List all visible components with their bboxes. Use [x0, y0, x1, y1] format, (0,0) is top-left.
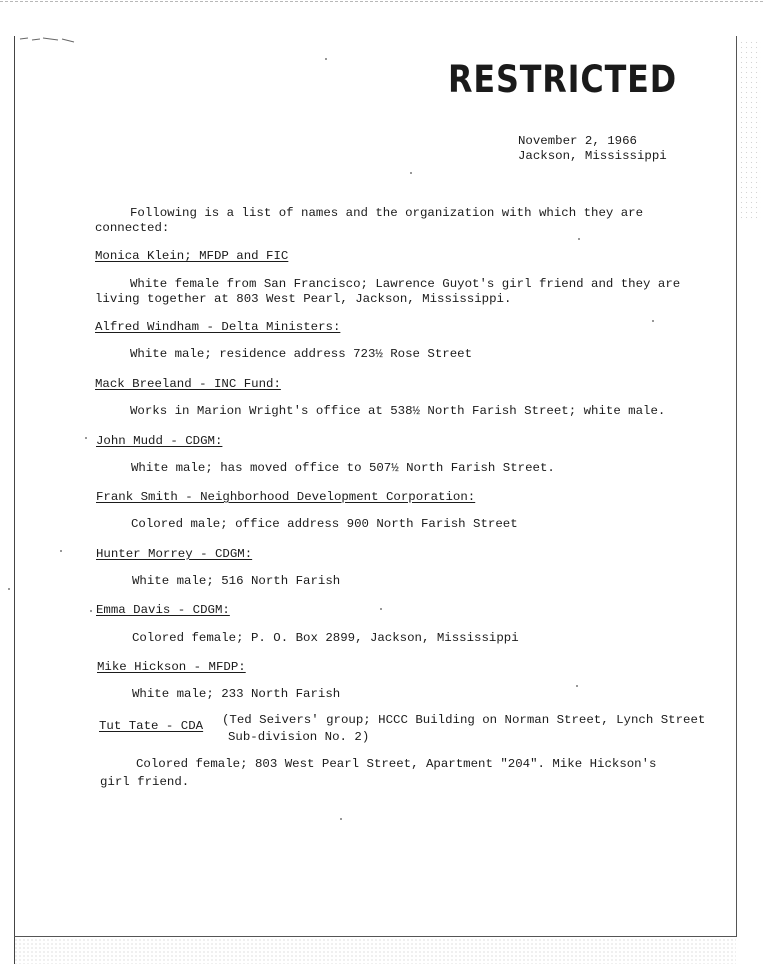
place-line: Jackson, Mississippi: [518, 149, 667, 163]
entry-description: Colored female; 803 West Pearl Street, Apartment "204". Mike Hickson's: [136, 757, 657, 771]
scan-speck: [410, 172, 412, 174]
date-line: November 2, 1966: [518, 134, 637, 148]
entry-heading: Frank Smith - Neighborhood Development Corporation:: [96, 490, 476, 504]
intro-line-2: connected:: [95, 221, 170, 235]
entry-description: White male; has moved office to 507½ North Farish Street.: [131, 461, 555, 475]
entry-heading: Mike Hickson - MFDP:: [97, 660, 246, 674]
scan-speck: [8, 588, 10, 590]
entry-description: White male; 516 North Farish: [132, 574, 341, 588]
scan-speck: [85, 437, 87, 439]
entry-description: White male; residence address 723½ Rose Street: [130, 347, 473, 361]
restricted-stamp: RESTRICTED: [448, 58, 678, 101]
entry-heading: Tut Tate - CDA: [99, 719, 204, 733]
entry-heading: Monica Klein; MFDP and FIC: [95, 249, 289, 263]
scan-speck: [325, 58, 327, 60]
entry-description: White male; 233 North Farish: [132, 687, 341, 701]
entry-heading-note: Sub-division No. 2): [228, 730, 370, 744]
scan-noise-bottom: [14, 938, 736, 964]
entry-description: Works in Marion Wright's office at 538½ North Farish Street; white male.: [130, 404, 666, 418]
entry-heading: Alfred Windham - Delta Ministers:: [95, 320, 341, 334]
entry-description: Colored male; office address 900 North Farish Street: [131, 517, 518, 531]
right-edge-line: [736, 36, 737, 936]
scan-speck: [380, 608, 382, 610]
intro-line-1: Following is a list of names and the organization with which they are: [130, 206, 644, 220]
scan-mark-icon: [18, 34, 76, 44]
entry-description: White female from San Francisco; Lawrence Guyot's girl friend and they are: [130, 277, 681, 291]
scan-speck: [576, 685, 578, 687]
top-edge-line: [0, 1, 763, 2]
left-edge-line: [14, 36, 15, 964]
bottom-edge-line: [14, 936, 737, 937]
entry-heading: Hunter Morrey - CDGM:: [96, 547, 253, 561]
scan-speck: [340, 818, 342, 820]
entry-heading: John Mudd - CDGM:: [96, 434, 223, 448]
entry-heading: Emma Davis - CDGM:: [96, 603, 230, 617]
entry-heading-note: (Ted Seivers' group; HCCC Building on Norman Street, Lynch Street: [222, 713, 706, 727]
scan-speck: [90, 610, 92, 612]
entry-description: living together at 803 West Pearl, Jackson, Mississippi.: [95, 292, 512, 306]
entry-description: Colored female; P. O. Box 2899, Jackson, Mississippi: [132, 631, 519, 645]
scan-speck: [60, 550, 62, 552]
entry-heading: Mack Breeland - INC Fund:: [95, 377, 281, 391]
scan-speck: [578, 238, 580, 240]
entry-description: girl friend.: [100, 775, 190, 789]
scan-noise-right: [739, 40, 761, 220]
scan-speck: [652, 320, 654, 322]
